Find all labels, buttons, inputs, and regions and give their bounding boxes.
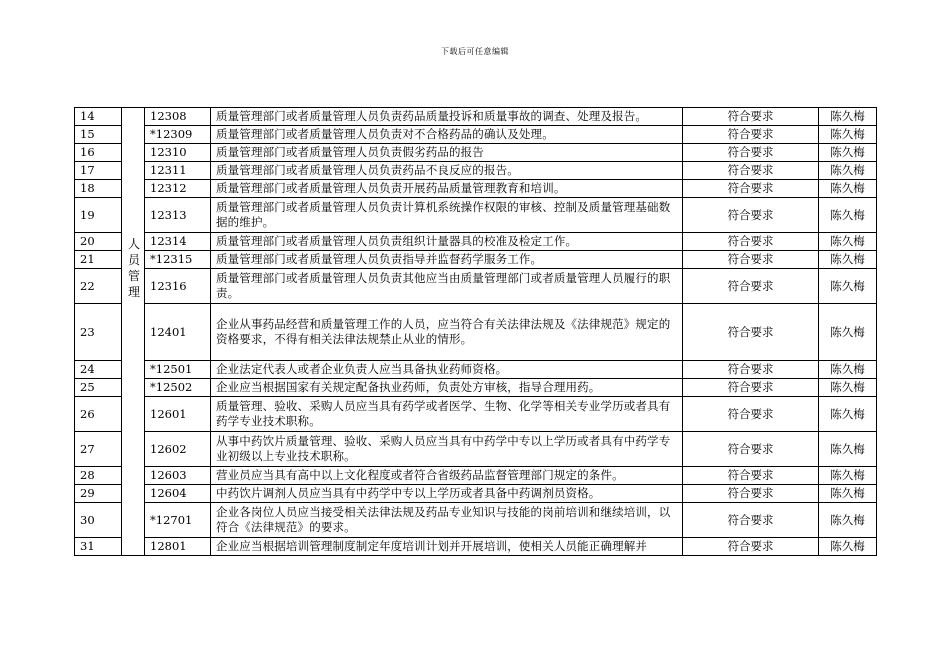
row-number: 27 xyxy=(75,432,122,467)
inspection-table xyxy=(74,107,877,556)
inspection-result: 符合要求 xyxy=(683,269,819,304)
inspection-result: 符合要求 xyxy=(683,538,819,556)
row-number: 20 xyxy=(75,233,122,251)
inspector-name: 陈久梅 xyxy=(819,503,877,538)
table-row xyxy=(75,304,877,361)
table-row xyxy=(75,432,877,467)
inspector-name: 陈久梅 xyxy=(819,538,877,556)
table-row xyxy=(75,198,877,233)
row-number: 31 xyxy=(75,538,122,556)
table-row xyxy=(75,538,877,556)
category-label: 人员管理 xyxy=(127,237,140,299)
table-row xyxy=(75,162,877,180)
row-number: 29 xyxy=(75,485,122,503)
table-row xyxy=(75,251,877,269)
item-code: 12801 xyxy=(145,538,211,556)
item-code: 12603 xyxy=(145,467,211,485)
item-code: 12401 xyxy=(145,304,211,361)
item-description: 质量管理部门或者质量管理人员负责其他应当由质量管理部门或者质量管理人员履行的职责。 xyxy=(211,269,683,304)
row-number: 23 xyxy=(75,304,122,361)
row-number: 16 xyxy=(75,144,122,162)
item-description: 企业各岗位人员应当接受相关法律法规及药品专业知识与技能的岗前培训和继续培训，以符合《法律规范》的要求。 xyxy=(211,503,683,538)
inspection-result: 符合要求 xyxy=(683,467,819,485)
item-code: 12310 xyxy=(145,144,211,162)
item-description: 质量管理、验收、采购人员应当具有药学或者医学、生物、化学等相关专业学历或者具有药学专业技术职称。 xyxy=(211,397,683,432)
table-row xyxy=(75,379,877,397)
inspector-name: 陈久梅 xyxy=(819,432,877,467)
inspector-name: 陈久梅 xyxy=(819,144,877,162)
inspection-table-body xyxy=(75,108,877,556)
item-code: 12308 xyxy=(145,108,211,126)
item-code: *12501 xyxy=(145,361,211,379)
inspector-name: 陈久梅 xyxy=(819,269,877,304)
item-description: 质量管理部门或者质量管理人员负责药品质量投诉和质量事故的调查、处理及报告。 xyxy=(211,108,683,126)
inspector-name: 陈久梅 xyxy=(819,126,877,144)
table-row xyxy=(75,361,877,379)
table-row xyxy=(75,397,877,432)
inspection-result: 符合要求 xyxy=(683,144,819,162)
row-number: 26 xyxy=(75,397,122,432)
inspection-result: 符合要求 xyxy=(683,198,819,233)
table-row xyxy=(75,467,877,485)
item-description: 质量管理部门或者质量管理人员负责组织计量器具的校准及检定工作。 xyxy=(211,233,683,251)
table-row xyxy=(75,126,877,144)
item-code: *12309 xyxy=(145,126,211,144)
table-row xyxy=(75,503,877,538)
item-code: *12315 xyxy=(145,251,211,269)
table-row xyxy=(75,108,877,126)
item-code: 12602 xyxy=(145,432,211,467)
inspector-name: 陈久梅 xyxy=(819,108,877,126)
table-row xyxy=(75,233,877,251)
row-number: 22 xyxy=(75,269,122,304)
page-header-note: 下载后可任意编辑 xyxy=(441,47,509,56)
table-row xyxy=(75,144,877,162)
table-row xyxy=(75,485,877,503)
inspector-name: 陈久梅 xyxy=(819,397,877,432)
inspection-result: 符合要求 xyxy=(683,304,819,361)
inspector-name: 陈久梅 xyxy=(819,304,877,361)
inspection-result: 符合要求 xyxy=(683,233,819,251)
item-description: 质量管理部门或者质量管理人员负责开展药品质量管理教育和培训。 xyxy=(211,180,683,198)
item-code: *12701 xyxy=(145,503,211,538)
row-number: 15 xyxy=(75,126,122,144)
inspector-name: 陈久梅 xyxy=(819,251,877,269)
item-description: 质量管理部门或者质量管理人员负责药品不良反应的报告。 xyxy=(211,162,683,180)
inspection-result: 符合要求 xyxy=(683,108,819,126)
row-number: 17 xyxy=(75,162,122,180)
inspector-name: 陈久梅 xyxy=(819,361,877,379)
item-description: 质量管理部门或者质量管理人员负责指导并监督药学服务工作。 xyxy=(211,251,683,269)
item-code: 12311 xyxy=(145,162,211,180)
item-description: 企业应当根据培训管理制度制定年度培训计划并开展培训，使相关人员能正确理解并 xyxy=(211,538,683,556)
inspection-result: 符合要求 xyxy=(683,485,819,503)
item-description: 中药饮片调剂人员应当具有中药学中专以上学历或者具备中药调剂员资格。 xyxy=(211,485,683,503)
item-code: 12316 xyxy=(145,269,211,304)
inspector-name: 陈久梅 xyxy=(819,485,877,503)
row-number: 24 xyxy=(75,361,122,379)
inspector-name: 陈久梅 xyxy=(819,180,877,198)
inspection-result: 符合要求 xyxy=(683,126,819,144)
table-row xyxy=(75,269,877,304)
inspection-result: 符合要求 xyxy=(683,251,819,269)
inspection-result: 符合要求 xyxy=(683,397,819,432)
item-description: 企业应当根据国家有关规定配备执业药师，负责处方审核，指导合理用药。 xyxy=(211,379,683,397)
item-description: 企业从事药品经营和质量管理工作的人员，应当符合有关法律法规及《法律规范》规定的资格要求，不得有相关法律法规禁止从业的情形。 xyxy=(211,304,683,361)
inspector-name: 陈久梅 xyxy=(819,379,877,397)
item-code: 12312 xyxy=(145,180,211,198)
row-number: 21 xyxy=(75,251,122,269)
category-cell xyxy=(122,108,145,556)
inspection-result: 符合要求 xyxy=(683,162,819,180)
row-number: 14 xyxy=(75,108,122,126)
inspector-name: 陈久梅 xyxy=(819,198,877,233)
inspection-result: 符合要求 xyxy=(683,361,819,379)
row-number: 30 xyxy=(75,503,122,538)
item-code: 12314 xyxy=(145,233,211,251)
item-code: 12604 xyxy=(145,485,211,503)
inspector-name: 陈久梅 xyxy=(819,162,877,180)
inspection-result: 符合要求 xyxy=(683,180,819,198)
item-description: 质量管理部门或者质量管理人员负责对不合格药品的确认及处理。 xyxy=(211,126,683,144)
inspection-result: 符合要求 xyxy=(683,432,819,467)
inspector-name: 陈久梅 xyxy=(819,467,877,485)
item-description: 企业法定代表人或者企业负责人应当具备执业药师资格。 xyxy=(211,361,683,379)
inspection-result: 符合要求 xyxy=(683,503,819,538)
row-number: 19 xyxy=(75,198,122,233)
inspection-result: 符合要求 xyxy=(683,379,819,397)
item-code: *12502 xyxy=(145,379,211,397)
table-row xyxy=(75,180,877,198)
row-number: 28 xyxy=(75,467,122,485)
row-number: 25 xyxy=(75,379,122,397)
inspector-name: 陈久梅 xyxy=(819,233,877,251)
item-description: 质量管理部门或者质量管理人员负责计算机系统操作权限的审核、控制及质量管理基础数据的维护。 xyxy=(211,198,683,233)
row-number: 18 xyxy=(75,180,122,198)
item-code: 12313 xyxy=(145,198,211,233)
item-code: 12601 xyxy=(145,397,211,432)
item-description: 质量管理部门或者质量管理人员负责假劣药品的报告 xyxy=(211,144,683,162)
item-description: 营业员应当具有高中以上文化程度或者符合省级药品监督管理部门规定的条件。 xyxy=(211,467,683,485)
item-description: 从事中药饮片质量管理、验收、采购人员应当具有中药学中专以上学历或者具有中药学专业初级以上专业技术职称。 xyxy=(211,432,683,467)
